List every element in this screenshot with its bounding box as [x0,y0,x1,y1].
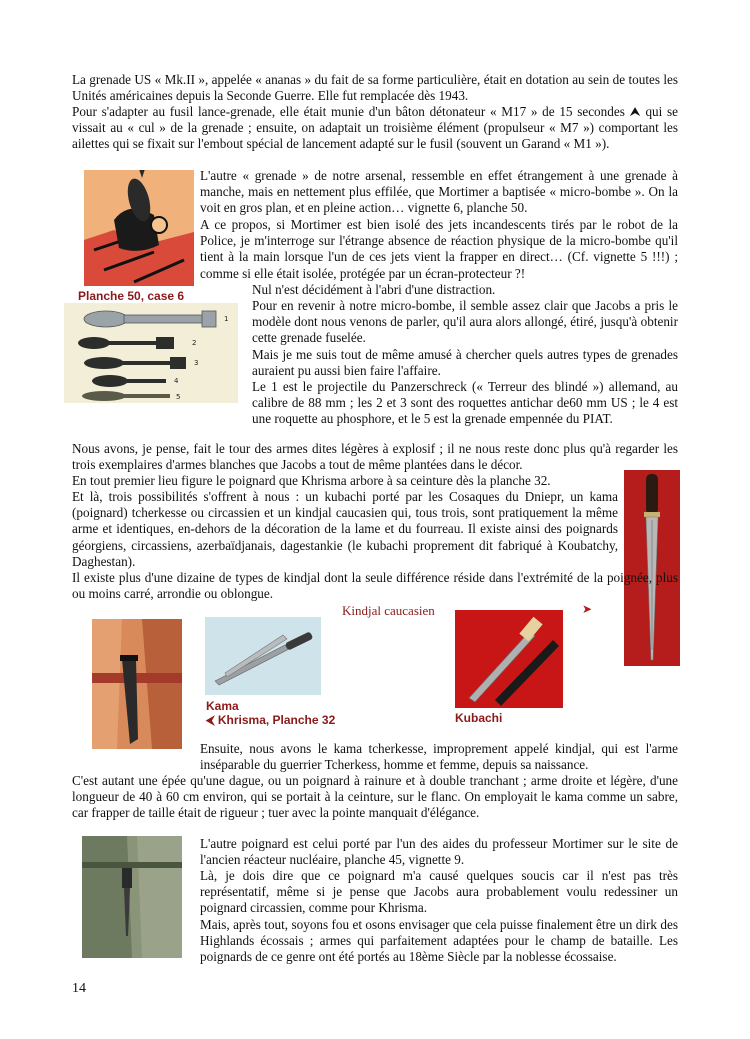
kubachi-illustration [455,610,563,708]
paragraph-autre-poignard: L'autre poignard est celui porté par l'un des aides du professeur Mortimer sur le site de l'ancien réacteur nucléaire, planche 45, vignette 9. [200,836,678,868]
page-number: 14 [72,981,86,996]
svg-text:3: 3 [194,359,199,367]
caption-kama: Kama [206,699,239,713]
caption-khrisma-planche-32: ⮜ Khrisma, Planche 32 [206,713,336,727]
paragraph-kindjal-types: Il existe plus d'une dizaine de types de kindjal dont la seule différence réside dans l'extrémité de la poignée, plus ou moins carré, arrondie ou oblongue. [72,570,678,602]
paragraph-panzerschreck: Le 1 est le projectile du Panzerschreck (« Terreur des blindé ») allemand, au calibre de 88 mm ; les 2 et 3 sont des roquettes antichar de60 mm US ; le 4 est une roquette au phosphore, et le 5 est la grenade empennée du PIAT. [252,379,678,427]
paragraph-dirk: Mais, après tout, soyons fou et osons envisager que cela puisse finalement être un dirk des Highlands écossais ; armes qui parfaitement adaptées pour le champ de bataille. Les poignards de ce genre ont été portés au 18ème Siècle par la noblesse écossaise. [200,917,678,965]
caption-kubachi: Kubachi [455,711,503,725]
paragraph-mk2-grenade: La grenade US « Mk.II », appelée « ananas » du fait de sa forme particulière, était en dotation au sein de toutes les Unités américaines depuis la Seconde Guerre. Elle fut remplacée dès 1943. [72,72,678,104]
kubachi-photo [455,610,563,708]
aide-mortimer-illustration [82,836,182,958]
paragraph-distraction: Nul n'est décidément à l'abri d'une distraction. [252,282,496,297]
paragraph-khrisma: En tout premier lieu figure le poignard que Khrisma arbore à sa ceinture dès la planche 32. [72,473,551,488]
paragraph-soucis: Là, je dois dire que ce poignard m'a causé quelques soucis car il n'est pas très représentatif, même si je pense que Jacobs aura probablement voulu redessiner un poignard circassien, comme pour Khrisma. [200,868,678,916]
caption-planche-50: Planche 50, case 6 [78,289,185,303]
micro-bombe-illustration [84,170,194,286]
paragraph-modele: Pour en revenir à notre micro-bombe, il semble assez clair que Jacobs a pris le modèle dont nous venons de parler, qu'il aura alors allongé, étiré, jusqu'à obtenir cette grenade fuselée. [252,298,678,346]
svg-text:2: 2 [192,339,197,347]
comic-image-aide-mortimer [82,836,182,958]
paragraph-armes-blanches: Nous avons, je pense, fait le tour des armes dites légères à explosif ; il ne nous reste donc plus qu'à regarder les trois exemplaires d'armes blanches que Jacobs a tout de même plantées dans le décor. [72,441,678,473]
grenades-illustration [64,303,238,403]
paragraph-trois-possibilites: Et là, trois possibilités s'offrent à nous : un kubachi porté par les Cosaques du Dniepr, un kama (poignard) tcherkesse ou circassien et un kindjal caucasien qui, tous trois, sont pratiquement la même arme et identiques, en-dehors de la décoration de la lame et du fourreau. Il existe ainsi des poignards géorgiens, circassiens, azerbaïdjanais, dagestankie (le kubachi proprement dit fabriqué à Koubatchy, Daghestan). [72,489,618,569]
grenades-photo [64,303,238,403]
paragraph-lance-grenade: Pour s'adapter au fusil lance-grenade, elle était munie d'un bâton détonateur « M17 » de 15 secondes ⮝ qui se vissait au « cul » de la grenade ; ensuite, on adaptait un troisième élément (propulseur « M7 ») comportant les ailettes qui se fixait sur l'embout spécial de lancement adapté sur le fusil (souvent un Garand « M1 »). [72,104,678,152]
paragraph-autres-grenades: Mais je me suis tout de même amusé à chercher quels autres types de grenades auraient pu aussi bien faire l'affaire. [252,347,678,379]
comic-image-micro-bombe [84,170,194,286]
arrow-right-icon: ➤ [582,602,593,616]
paragraph-epee-dague: C'est autant une épée qu'une dague, ou un poignard à rainure et à double tranchant ; arme droite et légère, d'une longueur de 40 à 60 cm environ, qui se portait à la ceinture, sur le flanc. On employait le kama comme un sabre, car frapper de taille était de rigueur ; tuer avec la pointe manquait d'élégance. [72,773,678,821]
caption-kindjal: Kindjal caucasien [342,603,435,618]
svg-text:1: 1 [224,315,229,323]
dagger-illustration [624,470,680,666]
paragraph-kama-tcherkesse: Ensuite, nous avons le kama tcherkesse, improprement appelé kindjal, qui est l'arme inséparable du guerrier Tcherkess, homme et femme, depuis sa naissance. [200,741,678,773]
khrisma-belt-illustration [92,619,182,749]
kama-photo [205,617,321,695]
svg-text:5: 5 [176,393,181,401]
svg-text:4: 4 [174,377,179,385]
kama-illustration [205,617,321,695]
paragraph-robot-police: A ce propos, si Mortimer est bien isolé des jets incandescents tirés par le robot de la Police, je m'interroge sur l'étrange absence de réaction physique de la micro-bombe qu'il tient à la main lorsque l'un de ces jets vient la frapper en direct… (Cf. vignette 5 !!!) ; comme si elle était isolée, protégée par un écran-protecteur ?! [200,217,678,281]
dagger-photo [624,470,680,666]
comic-image-khrisma-belt [92,619,182,749]
paragraph-micro-bombe-intro: L'autre « grenade » de notre arsenal, ressemble en effet étrangement à une grenade à manche, mais en nettement plus effilée, que Mortimer a baptisée « micro-bombe ». On la voit en gros plan, et en pleine action… vignette 6, planche 50. [200,168,678,216]
